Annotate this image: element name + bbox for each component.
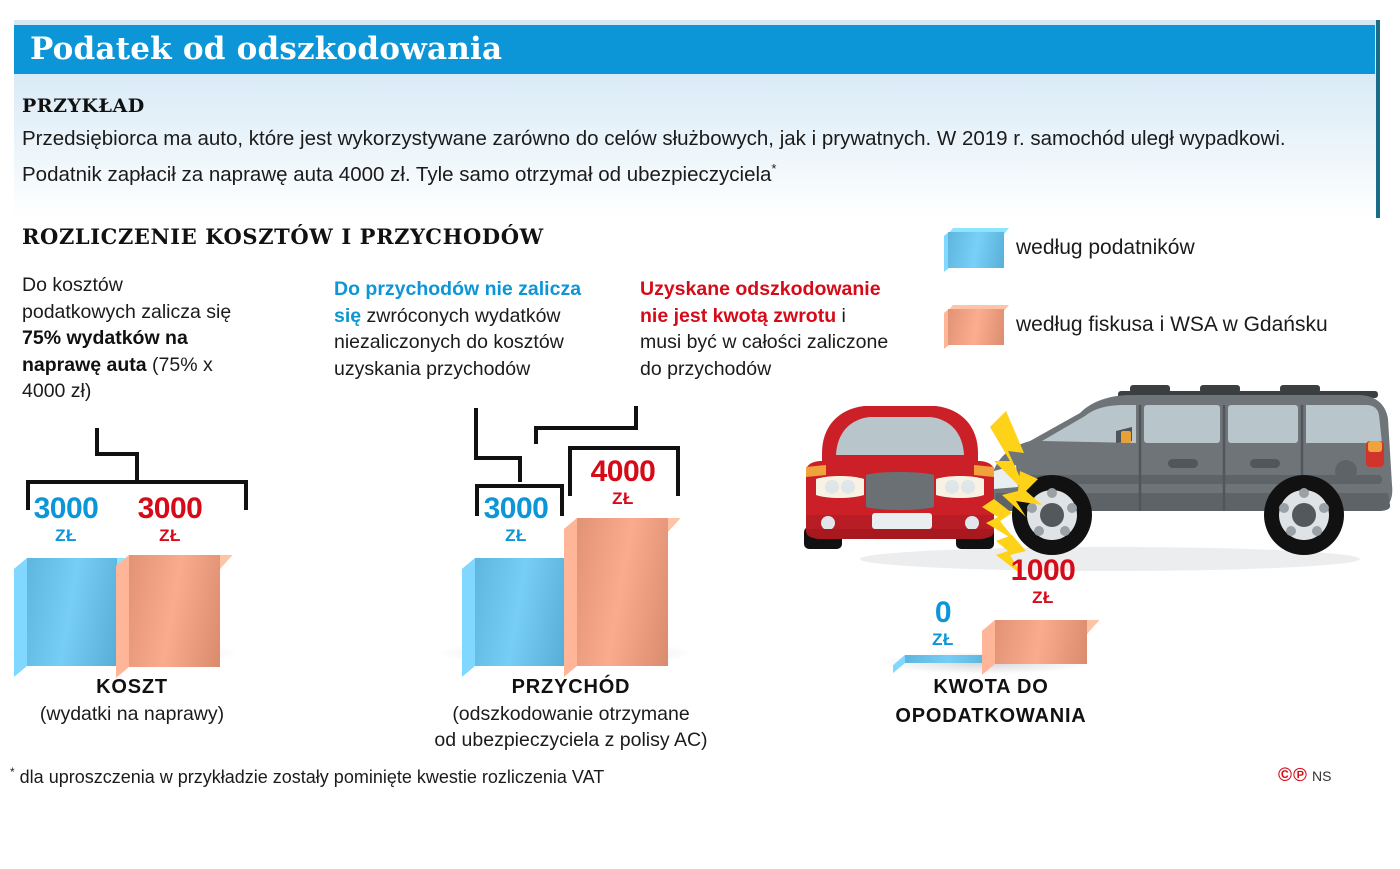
footnote-marker: * <box>10 765 15 779</box>
bar-value-number: 0 <box>934 596 952 629</box>
koszt-note-pre: Do kosztów podatkowych zalicza się <box>22 274 232 323</box>
bar-group-label-main: KOSZT <box>96 676 168 698</box>
bar-group-label-main: PRZYCHÓD <box>511 676 631 698</box>
bar-value-number: 1000 <box>1010 554 1076 587</box>
przychod-note <box>334 276 596 382</box>
legend-swatch-front-face <box>948 309 1004 345</box>
bar-front-face <box>995 620 1087 664</box>
bar-przychod-taxpayers <box>475 558 565 666</box>
bar-value-unit: ZŁ <box>1032 588 1054 607</box>
bar-kwota-tax-office <box>995 620 1087 664</box>
example-asterisk: * <box>771 161 777 176</box>
bar-front-face <box>475 558 565 666</box>
bar-koszt-taxpayers <box>27 558 117 666</box>
legend-swatch-taxpayers <box>944 228 1004 268</box>
odszkodowanie-note-accent: Uzyskane odszkodowanie nie jest kwotą zwrotu <box>640 278 881 327</box>
bar-group-label-sub: (wydatki na naprawy) <box>39 703 225 725</box>
example-label: PRZYKŁAD <box>22 95 145 117</box>
bar-value-unit: ZŁ <box>612 489 634 508</box>
bar-value-number: 3000 <box>483 492 549 525</box>
car-crash-illustration <box>780 375 1400 585</box>
bar-value-przychod-taxpayers <box>464 494 568 544</box>
przychod-note-accent: Do przychodów nie zalicza się <box>334 278 582 327</box>
legend-label-taxpayers: według podatników <box>1016 236 1195 259</box>
bar-group-label-koszt <box>0 676 264 727</box>
odszkodowanie-note <box>640 276 890 382</box>
red-car-icon <box>804 406 994 549</box>
bar-value-unit: ZŁ <box>159 526 181 545</box>
bar-value-kwota-taxpayers <box>908 598 978 648</box>
bar-koszt-tax-office <box>129 555 220 667</box>
bar-value-number: 4000 <box>590 455 656 488</box>
example-line-1: Przedsiębiorca ma auto, które jest wykorzystywane zarówno do celów służbowych, jak i prywatnych. W 2019 r. samochód <box>22 127 1125 150</box>
bar-group-label-sub-line-2: od ubezpieczyciela z polisy AC) <box>434 729 708 751</box>
legend-swatch-front-face <box>948 232 1004 268</box>
bar-value-unit: ZŁ <box>55 526 77 545</box>
bar-side-face <box>462 558 475 677</box>
footnote <box>10 765 604 788</box>
bar-side-face <box>116 555 129 678</box>
bar-group-label-main-line-2: OPODATKOWANIA <box>895 705 1087 727</box>
bar-value-number: 3000 <box>137 492 203 525</box>
bar-group-label-kwota <box>856 676 1126 728</box>
bar-front-face <box>129 555 220 667</box>
copyright-mark: ©℗ <box>1278 765 1308 786</box>
example-text <box>22 124 1322 190</box>
bar-value-number: 3000 <box>33 492 99 525</box>
credit-source: NS <box>1312 768 1332 784</box>
bar-value-koszt-taxpayers <box>14 494 118 544</box>
bar-side-face <box>564 518 577 677</box>
bar-group-label-przychod <box>406 676 736 753</box>
suv-icon <box>990 385 1393 555</box>
bar-value-kwota-tax-office <box>990 556 1096 606</box>
bar-side-face <box>14 558 27 677</box>
bar-front-face <box>577 518 668 666</box>
legend-swatch-tax-office <box>944 305 1004 345</box>
section-heading: ROZLICZENIE KOSZTÓW I PRZYCHODÓW <box>22 224 544 249</box>
credit <box>1278 765 1331 787</box>
koszt-note-bold: 75% wydatków na naprawę auta <box>22 327 188 376</box>
bar-przychod-tax-office <box>577 518 668 666</box>
bar-front-face <box>27 558 117 666</box>
title-bar <box>14 25 1375 74</box>
bar-group-label-main-line-1: KWOTA DO <box>933 676 1049 698</box>
bar-value-unit: ZŁ <box>505 526 527 545</box>
bar-value-koszt-tax-office <box>118 494 222 544</box>
example-line-2: uległ wypadkowi. Podatnik zapłacił za naprawę auta 4000 zł. Tyle samo otrzymał od ubezpieczyciela <box>22 127 1286 186</box>
bar-value-przychod-tax-office <box>570 457 676 507</box>
przychod-note-rest: zwróconych wydatków niezaliczonych do kosztów uzyskania przychodów <box>334 304 564 380</box>
bar-group-label-sub-line-1: (odszkodowanie otrzymane <box>452 703 690 725</box>
odszkodowanie-note-rest: i musi być w całości zaliczone do przychodów <box>640 304 889 380</box>
legend-label-tax-office: według fiskusa i WSA w Gdańsku <box>1016 313 1328 336</box>
footnote-text: dla uproszczenia w przykładzie zostały pominięte kwestie rozliczenia VAT <box>14 767 605 787</box>
koszt-note <box>22 272 237 405</box>
koszt-note-post: (75% x 4000 zł) <box>22 353 213 402</box>
page-title: Podatek od odszkodowania <box>30 31 503 67</box>
bar-value-unit: ZŁ <box>932 630 954 649</box>
